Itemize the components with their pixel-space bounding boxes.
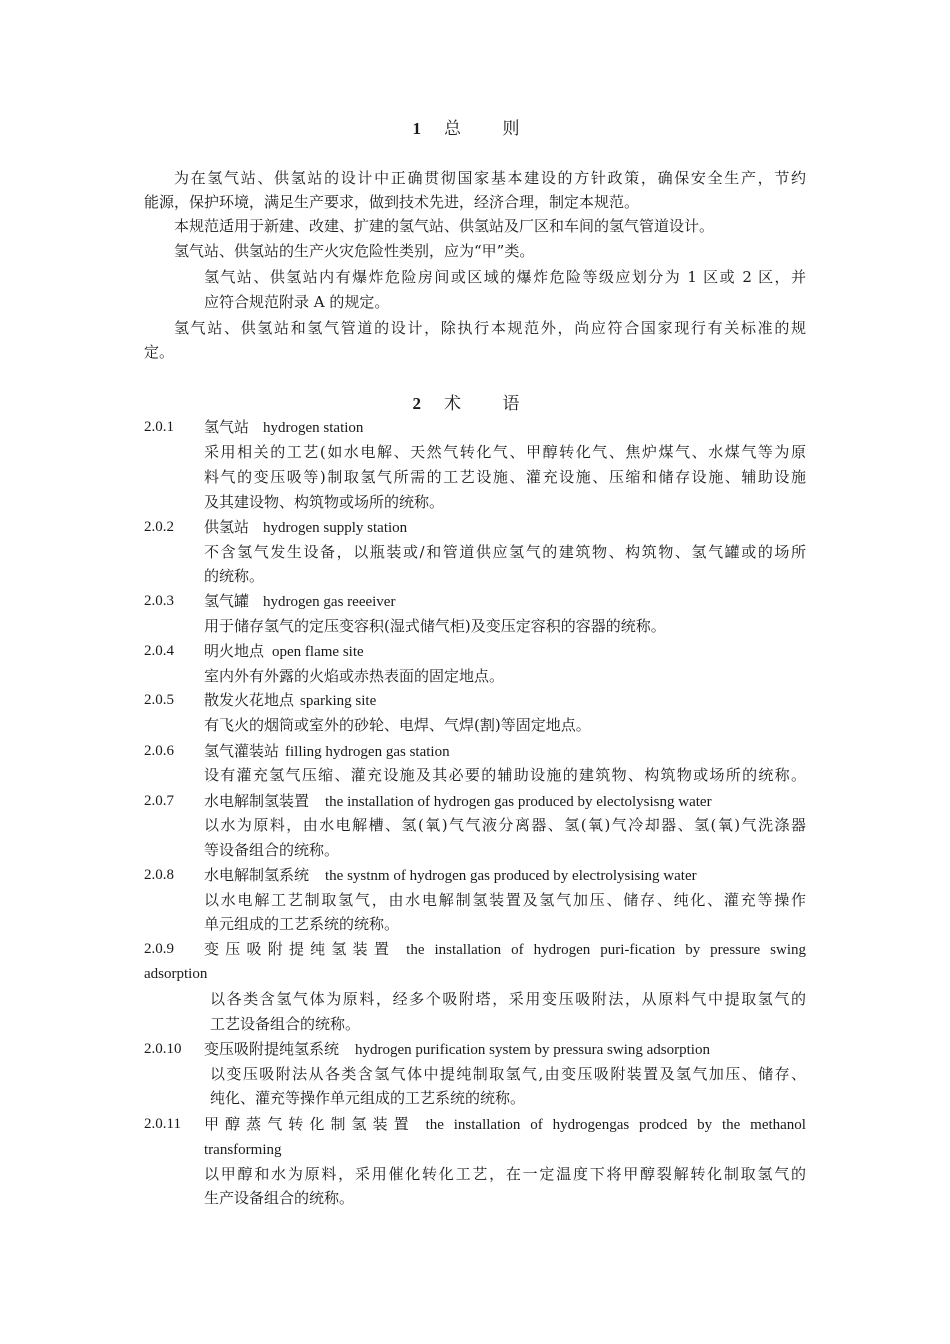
- term-en: filling hydrogen gas station: [285, 744, 450, 760]
- term-definition: 的统称。: [204, 567, 265, 585]
- term-name: [204, 937, 806, 962]
- term-zh: 氢气罐: [204, 592, 250, 610]
- term-number: 2.0.8: [144, 867, 174, 883]
- term-zh: 氢气站: [204, 418, 250, 436]
- term-en: hydrogen supply station: [263, 520, 408, 536]
- term-number: 2.0.7: [144, 793, 174, 809]
- term-definition: 以水电解工艺制取氢气，由水电解制氢装置及氢气加压、储存、纯化、灌充等操作: [204, 891, 806, 909]
- term-number: 2.0.11: [144, 1116, 181, 1132]
- term-definition: 料气的变压吸等)制取氢气所需的工艺设施、灌充设施、压缩和储存设施、辅助设施: [204, 468, 806, 486]
- term-definition: 不含氢气发生设备，以瓶装或/和管道供应氢气的建筑物、构筑物、氢气罐或的场所: [204, 543, 806, 561]
- term-number: 2.0.9: [144, 941, 174, 957]
- term-zh: 供氢站: [204, 518, 250, 536]
- section-1-heading: [0, 114, 950, 139]
- term-definition: 以变压吸附法从各类含氢气体中提纯制取氢气,由变压吸附装置及氢气加压、储存、: [210, 1065, 806, 1083]
- section-title: 术 语: [444, 394, 538, 414]
- term-definition: 及其建设物、构筑物或场所的统称。: [204, 493, 445, 511]
- term-definition: 单元组成的工艺系统的统称。: [204, 915, 400, 933]
- term-en: hydrogen gas reeeiver: [263, 594, 396, 610]
- term-definition: 用于储存氢气的定压变容积(湿式储气柜)及变压定容积的容器的统称。: [204, 617, 666, 635]
- term-en: open flame site: [272, 644, 364, 660]
- term-zh: 变压吸附提纯氢系统: [204, 1040, 340, 1058]
- term-definition: 以甲醇和水为原料，采用催化转化工艺，在一定温度下将甲醇裂解转化制取氢气的: [204, 1165, 806, 1183]
- section-number: 2: [412, 394, 423, 413]
- term-en: the installation of hydrogen puri-fication by pressure swing: [406, 942, 806, 958]
- term-name: [204, 589, 395, 614]
- term-definition: 生产设备组合的统称。: [204, 1189, 355, 1207]
- term-number: 2.0.4: [144, 643, 174, 659]
- term-definition: 设有灌充氢气压缩、灌充设施及其必要的辅助设施的建筑物、构筑物或场所的统称。: [204, 766, 806, 784]
- term-name: [204, 739, 450, 764]
- paragraph-line: 为在氢气站、供氢站的设计中正确贯彻国家基本建设的方针政策，确保安全生产，节约: [174, 169, 806, 187]
- term-zh: 氢气灌装站: [204, 742, 280, 760]
- section-number: 1: [412, 119, 423, 138]
- term-en: the installation of hydrogengas prodced by the methanol: [425, 1117, 806, 1133]
- paragraph-line: 定。: [144, 343, 175, 361]
- term-name: [204, 863, 697, 888]
- term-en: hydrogen purification system by pressura swing adsorption: [355, 1042, 710, 1058]
- term-definition: 等设备组合的统称。: [204, 841, 340, 859]
- term-definition: 采用相关的工艺(如水电解、天然气转化气、甲醇转化气、焦炉煤气、水煤气等为原: [204, 443, 806, 461]
- term-name: [204, 1037, 710, 1062]
- term-number: 2.0.1: [144, 419, 174, 435]
- term-en: the systnm of hydrogen gas produced by electrolysising water: [325, 868, 697, 884]
- term-en: hydrogen station: [263, 420, 364, 436]
- term-definition: 以各类含氢气体为原料，经多个吸附塔，采用变压吸附法，从原料气中提取氢气的: [210, 990, 806, 1008]
- term-zh: 水电解制氢装置: [204, 792, 310, 810]
- term-number: 2.0.3: [144, 593, 174, 609]
- term-name: [204, 415, 363, 440]
- paragraph-line: 氢气站、供氢站和氢气管道的设计，除执行本规范外，尚应符合国家现行有关标准的规: [174, 319, 806, 337]
- term-name: [204, 515, 407, 540]
- term-definition: 室内外有外露的火焰或赤热表面的固定地点。: [204, 667, 505, 685]
- term-name: [204, 789, 712, 814]
- paragraph-line: 氢气站、供氢站内有爆炸危险房间或区域的爆炸危险等级应划分为 1 区或 2 区，并: [204, 268, 806, 286]
- term-zh: 水电解制氢系统: [204, 866, 310, 884]
- term-name: [204, 688, 376, 713]
- term-en: the installation of hydrogen gas produced by electolysisng water: [325, 794, 712, 810]
- term-definition: 工艺设备组合的统称。: [210, 1015, 361, 1033]
- paragraph-line: 氢气站、供氢站的生产火灾危险性类别，应为“甲”类。: [174, 242, 535, 260]
- term-definition: 以水为原料，由水电解槽、氢(氧)气气液分离器、氢(氧)气冷却器、氢(氧)气洗涤器: [204, 816, 806, 834]
- term-en: sparking site: [300, 693, 377, 709]
- term-zh: 变压吸附提纯氢装置: [204, 940, 396, 958]
- term-definition: 纯化、灌充等操作单元组成的工艺系统的统称。: [210, 1089, 526, 1107]
- term-en-continued: transforming: [204, 1142, 282, 1158]
- term-number: 2.0.6: [144, 743, 174, 759]
- paragraph-line: 能源，保护环境，满足生产要求，做到技术先进，经济合理，制定本规范。: [144, 193, 640, 211]
- term-zh: 散发火花地点: [204, 691, 295, 709]
- term-en-continued: adsorption: [144, 966, 208, 982]
- term-zh: 明火地点: [204, 642, 265, 660]
- section-title: 总 则: [444, 119, 538, 139]
- section-2-heading: [0, 389, 950, 414]
- term-number: 2.0.5: [144, 692, 174, 708]
- term-number: 2.0.2: [144, 519, 174, 535]
- paragraph-line: 本规范适用于新建、改建、扩建的氢气站、供氢站及厂区和车间的氢气管道设计。: [174, 217, 715, 235]
- term-name: [204, 639, 364, 664]
- term-number: 2.0.10: [144, 1041, 182, 1057]
- term-zh: 甲醇蒸气转化制氢装置: [204, 1115, 415, 1133]
- term-name: [204, 1112, 806, 1137]
- term-definition: 有飞火的烟筒或室外的砂轮、电焊、气焊(割)等固定地点。: [204, 716, 591, 734]
- paragraph-line: 应符合规范附录 A 的规定。: [204, 293, 390, 311]
